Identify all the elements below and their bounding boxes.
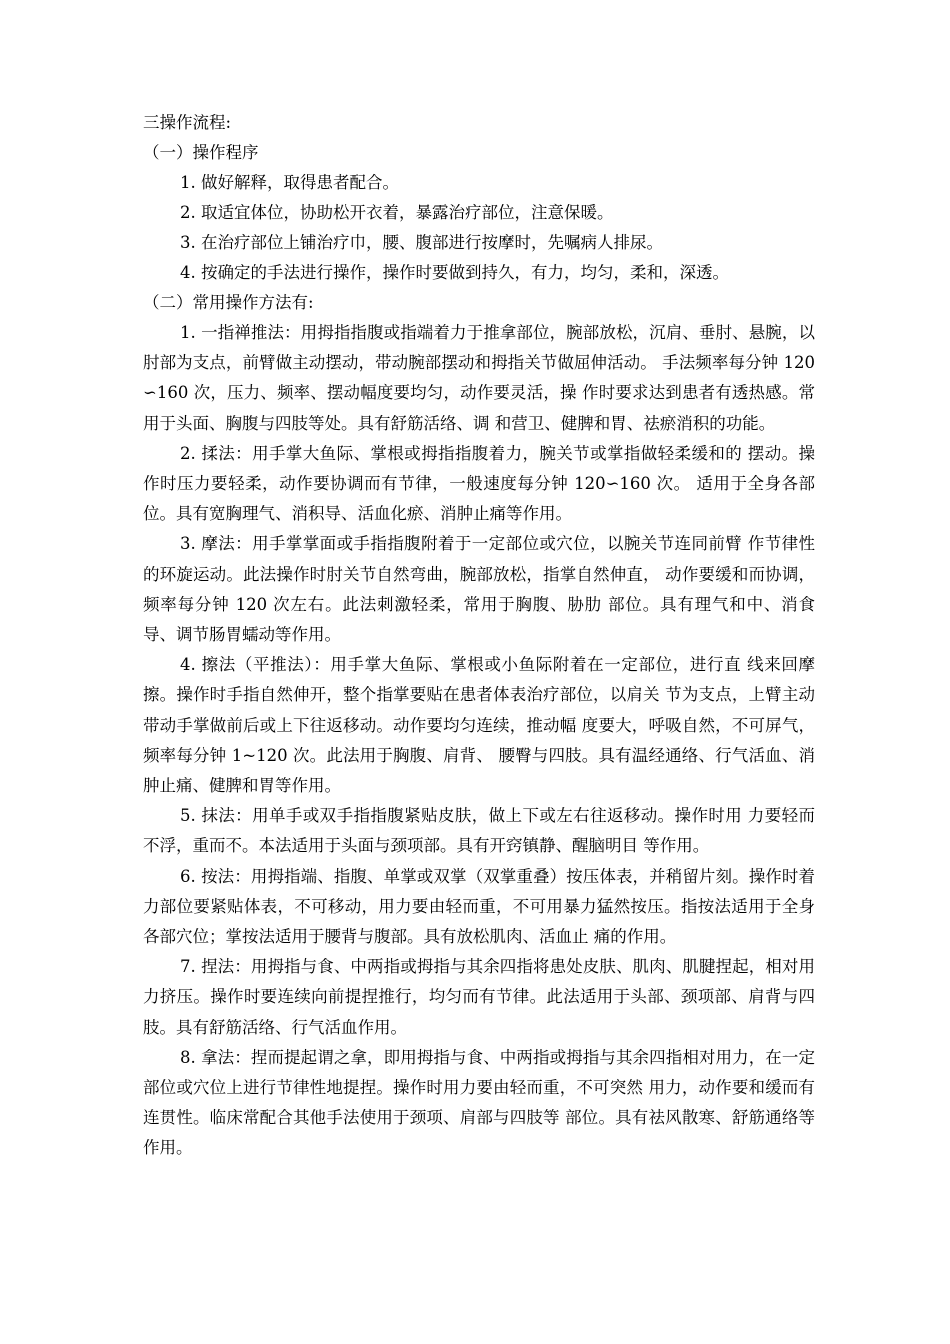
- method-paragraph: 8. 拿法：捏而提起谓之拿，即用拇指与食、中两指或拇指与其余四指相对用力，在一定部位或穴位上进行节律性地提捏。操作时用力要由轻而重，不可突然 用力，动作要和缓而有连贯性。临床常配合其他手法使用于颈项、肩部与四肢等 部位。具有祛风散寒、舒筋通络等作用。: [143, 1047, 815, 1158]
- document-page: [143, 108, 815, 1164]
- method-paragraph: 1. 一指禅推法：用拇指指腹或指端着力于推拿部位，腕部放松，沉肩、垂肘、悬腕，以肘部为支点，前臂做主动摆动，带动腕部摆动和拇指关节做屈伸活动。 手法频率每分钟 120∽160 次，压力、频率、摆动幅度要均匀，动作要灵活，操 作时要求达到患者有透热感。常用于头面、胸腹与四肢等处。具有舒筋活络、调 和营卫、健脾和胃、祛瘀消积的功能。: [143, 323, 815, 433]
- section-1-title: （一）操作程序: [143, 143, 259, 162]
- section-1-step: 3. 在治疗部位上铺治疗巾，腰、腹部进行按摩时，先嘱病人排尿。: [180, 233, 663, 252]
- section-1-step: 2. 取适宜体位，协助松开衣着，暴露治疗部位，注意保暖。: [180, 203, 614, 222]
- heading: 三操作流程:: [143, 113, 232, 132]
- section-2-title: （二）常用操作方法有:: [143, 293, 314, 312]
- method-paragraph: 4. 擦法（平推法）：用手掌大鱼际、掌根或小鱼际附着在一定部位，进行直 线来回摩擦。操作时手指自然伸开，整个指掌要贴在患者体表治疗部位，以肩关 节为支点，上臂主动带动手掌做前后或上下往返移动。动作要均匀连续，推动幅 度要大，呼吸自然，不可屏气，频率每分钟 1~120 次。此法用于胸腹、肩背、 腰臀与四肢。具有温经通络、行气活血、消肿止痛、健脾和胃等作用。: [143, 655, 815, 796]
- section-1-step: 1. 做好解释，取得患者配合。: [180, 173, 399, 192]
- method-paragraph: 3. 摩法：用手掌掌面或手指指腹附着于一定部位或穴位，以腕关节连同前臂 作节律性的环旋运动。此法操作时肘关节自然弯曲，腕部放松，指掌自然伸直， 动作要缓和而协调，频率每分钟 120 次左右。此法刺激轻柔，常用于胸腹、胁肋 部位。具有理气和中、消食导、调节肠胃蠕动等作用。: [143, 534, 815, 645]
- section-1-step: 4. 按确定的手法进行操作，操作时要做到持久，有力，均匀，柔和，深透。: [180, 263, 729, 282]
- method-paragraph: 2. 揉法：用手掌大鱼际、掌根或拇指指腹着力，腕关节或掌指做轻柔缓和的 摆动。操作时压力要轻柔，动作要协调而有节律，一般速度每分钟 120∽160 次。 适用于全身各部位。具有宽胸理气、消积导、活血化瘀、消肿止痛等作用。: [143, 443, 815, 524]
- method-paragraph: 6. 按法：用拇指端、指腹、单掌或双掌（双掌重叠）按压体表，并稍留片刻。操作时着力部位要紧贴体表，不可移动，用力要由轻而重，不可用暴力猛然按压。指按法适用于全身各部穴位；掌按法适用于腰背与腹部。具有放松肌肉、活血止 痛的作用。: [143, 866, 815, 947]
- method-paragraph: 5. 抹法：用单手或双手指指腹紧贴皮肤，做上下或左右往返移动。操作时用 力要轻而不浮，重而不。本法适用于头面与颈项部。具有开窍镇静、醒脑明目 等作用。: [143, 806, 815, 856]
- method-paragraph: 7. 捏法：用拇指与食、中两指或拇指与其余四指将患处皮肤、肌肉、肌腱捏起，相对用力挤压。操作时要连续向前提捏推行，均匀而有节律。此法适用于头部、颈项部、肩背与四肢。具有舒筋活络、行气活血作用。: [143, 957, 815, 1037]
